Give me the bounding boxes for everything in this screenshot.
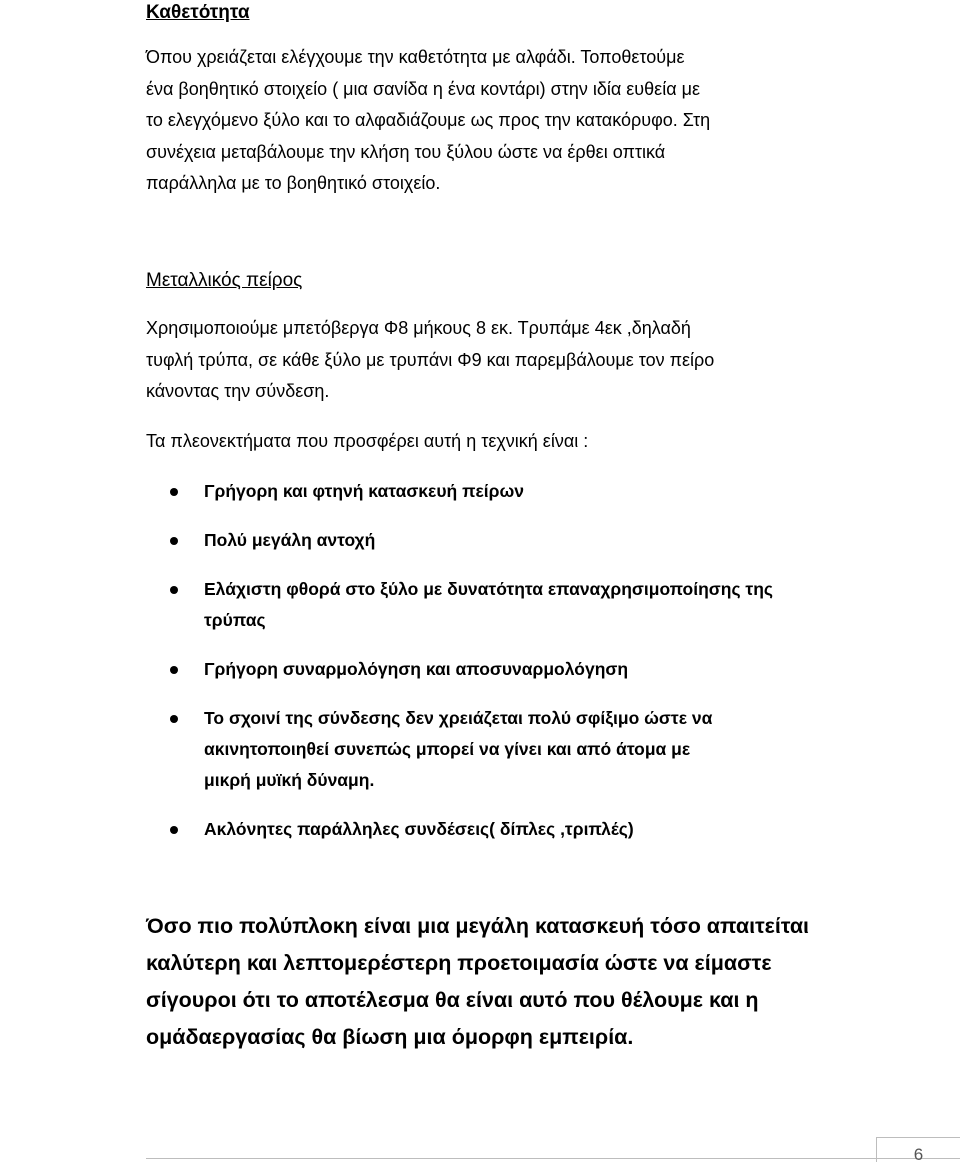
text-line: συνέχεια μεταβάλουμε την κλήση του ξύλου ώστε να έρθει οπτικά <box>146 141 666 162</box>
conclusion-paragraph: Όσο πιο πολύπλοκη είναι μια μεγάλη κατασκευή τόσο απαιτείται καλύτερη και λεπτομερέστερη προετοιμασία ώστε να είμαστε σίγουροι ότι το αποτέλεσμα θα είναι αυτό που θέλουμε και η ομάδαεργασίας θα βίωση μια όμορφη εμπειρία. <box>146 914 810 1049</box>
footer-divider <box>146 1158 960 1159</box>
list-item: Το σχοινί της σύνδεσης δεν χρειάζεται πολύ σφίξιμο ώστε να ακινητοποιηθεί συνεπώς μπορεί να γίνει και από άτομα με μικρή μυϊκή δύναμη. <box>146 703 846 796</box>
advantages-list <box>146 476 846 863</box>
list-item: Ελάχιστη φθορά στο ξύλο με δυνατότητα επαναχρησιμοποίησης της τρύπας <box>146 574 846 636</box>
text-line: Χρησιμοποιούμε μπετόβεργα Φ8 μήκους 8 εκ. Τρυπάμε 4εκ ,δηλαδή <box>146 318 691 338</box>
metal-pin-paragraph <box>146 313 836 408</box>
verticality-paragraph <box>146 42 836 200</box>
section-heading-metal-pin: Μεταλλικός πείρος <box>146 270 303 291</box>
list-item: Πολύ μεγάλη αντοχή <box>146 525 846 556</box>
list-item: Γρήγορη και φτηνή κατασκευή πείρων <box>146 476 846 507</box>
page-number: 6 <box>876 1137 960 1162</box>
list-item: Γρήγορη συναρμολόγηση και αποσυναρμολόγηση <box>146 654 846 685</box>
text-line: τυφλή τρύπα, σε κάθε ξύλο με τρυπάνι Φ9 και παρεμβάλουμε τον πείρο <box>146 349 715 370</box>
text-line: παράλληλα με το βοηθητικό στοιχείο. <box>146 173 441 193</box>
text-line: κάνοντας την σύνδεση. <box>146 381 330 401</box>
advantages-intro: Τα πλεονεκτήματα που προσφέρει αυτή η τεχνική είναι : <box>146 431 589 451</box>
section-heading-verticality: Καθετότητα <box>146 2 250 23</box>
text-line: το ελεγχόμενο ξύλο και το αλφαδιάζουμε ως προς την κατακόρυφο. Στη <box>146 110 711 130</box>
text-line: Όπου χρειάζεται ελέγχουμε την καθετότητα με αλφάδι. Τοποθετούμε <box>146 47 685 67</box>
list-item: Ακλόνητες παράλληλες συνδέσεις( δίπλες ,τριπλές) <box>146 814 846 845</box>
text-line: ένα βοηθητικό στοιχείο ( μια σανίδα η ένα κοντάρι) στην ιδία ευθεία με <box>146 78 700 99</box>
